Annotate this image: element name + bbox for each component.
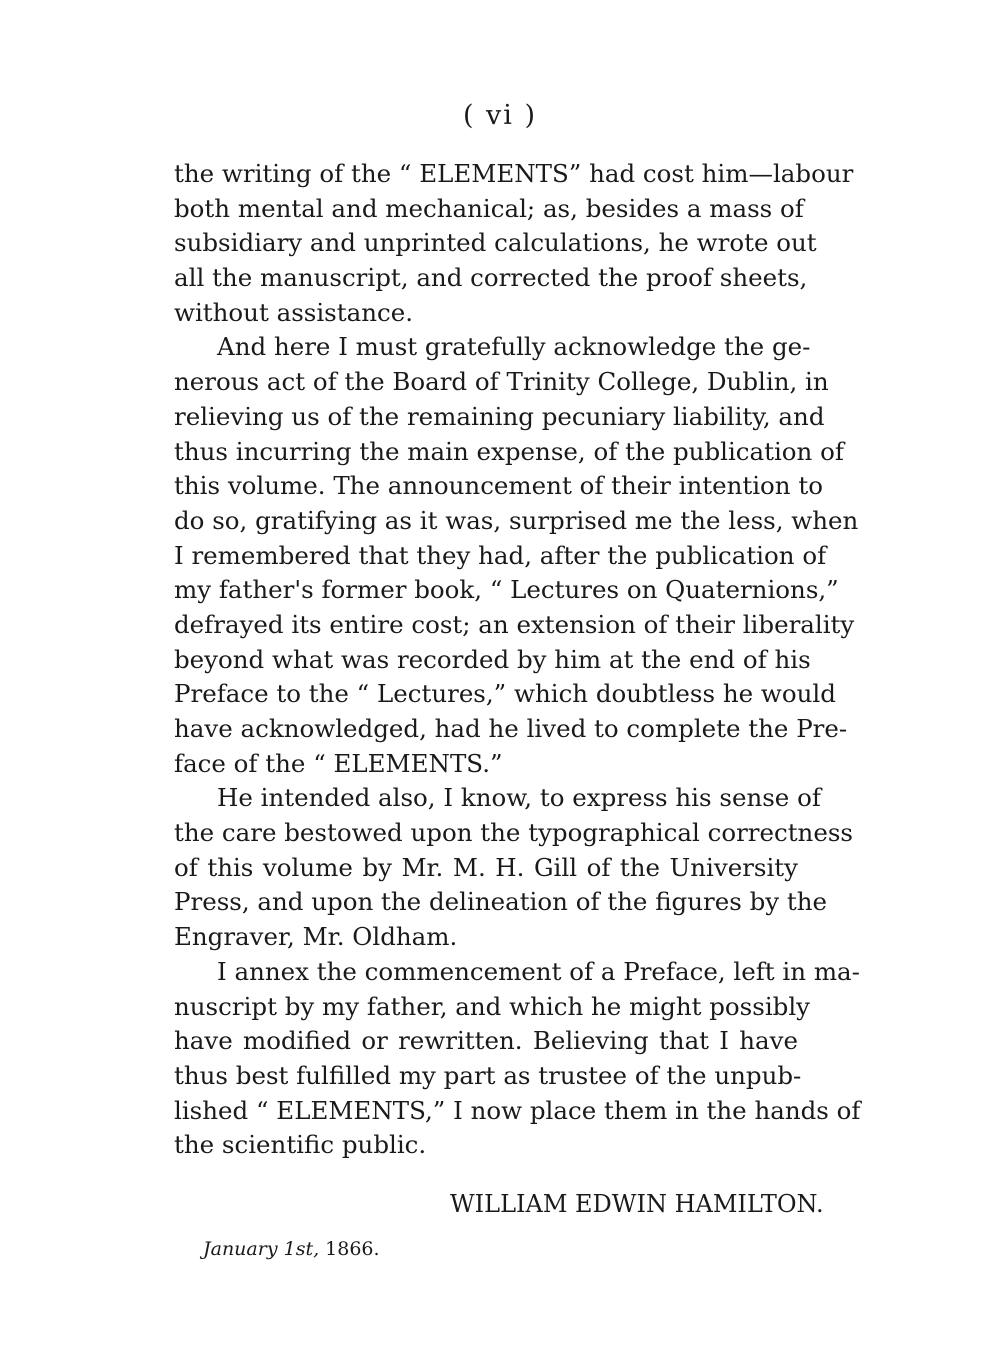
text-line: He intended also, I know, to express his sense of: [217, 783, 821, 813]
text-line: all the manuscript, and corrected the proof sheets,: [174, 263, 808, 293]
text-line: nuscript by my father, and which he might possibly: [174, 991, 811, 1021]
text-line: both mental and mechanical; as, besides a mass of: [174, 193, 804, 223]
date-line: [203, 1238, 380, 1260]
text-line: I remembered that they had, after the publication of: [174, 540, 827, 570]
text-line: Press, and upon the delineation of the figures by the: [174, 887, 828, 917]
text-line: subsidiary and unprinted calculations, he wrote out: [174, 228, 817, 258]
text-line: beyond what was recorded by him at the end of his: [174, 644, 811, 674]
text-line: And here I must gratefully acknowledge the ge-: [217, 332, 811, 362]
text-line: Preface to the “ Lectures,” which doubtless he would: [174, 679, 836, 709]
text-line: of this volume by Mr. M. H. Gill of the University: [174, 852, 798, 882]
text-line: defrayed its entire cost; an extension of their liberality: [174, 609, 855, 639]
text-line: the scientific public.: [174, 1130, 427, 1160]
text-line: the care bestowed upon the typographical correctness: [174, 818, 853, 848]
text-line: have modified or rewritten. Believing that I have: [174, 1026, 798, 1056]
text-line: Engraver, Mr. Oldham.: [174, 922, 458, 952]
page-number: ( vi ): [462, 100, 538, 131]
text-line: this volume. The announcement of their intention to: [174, 471, 823, 501]
text-line: nerous act of the Board of Trinity College, Dublin, in: [174, 367, 829, 397]
text-line: lished “ ELEMENTS,” I now place them in the hands of: [174, 1095, 861, 1125]
date-year: 1866.: [325, 1238, 380, 1260]
signature: WILLIAM EDWIN HAMILTON.: [450, 1190, 824, 1218]
text-line: face of the “ ELEMENTS.”: [174, 748, 503, 778]
text-line: relieving us of the remaining pecuniary liability, and: [174, 401, 825, 431]
date-month-day: January 1st,: [203, 1238, 320, 1260]
text-line: do so, gratifying as it was, surprised me the less, when: [174, 505, 859, 535]
body-text: [174, 157, 861, 1163]
text-line: thus best fulfilled my part as trustee of the unpub-: [174, 1060, 802, 1090]
text-line: without assistance.: [174, 297, 413, 327]
text-line: thus incurring the main expense, of the publication of: [174, 436, 844, 466]
text-line: have acknowledged, had he lived to complete the Pre-: [174, 714, 848, 743]
text-line: the writing of the “ ELEMENTS” had cost him—labour: [174, 159, 854, 188]
text-line: I annex the commencement of a Preface, left in ma-: [217, 956, 860, 986]
text-line: my father's former book, “ Lectures on Quaternions,”: [174, 575, 839, 605]
